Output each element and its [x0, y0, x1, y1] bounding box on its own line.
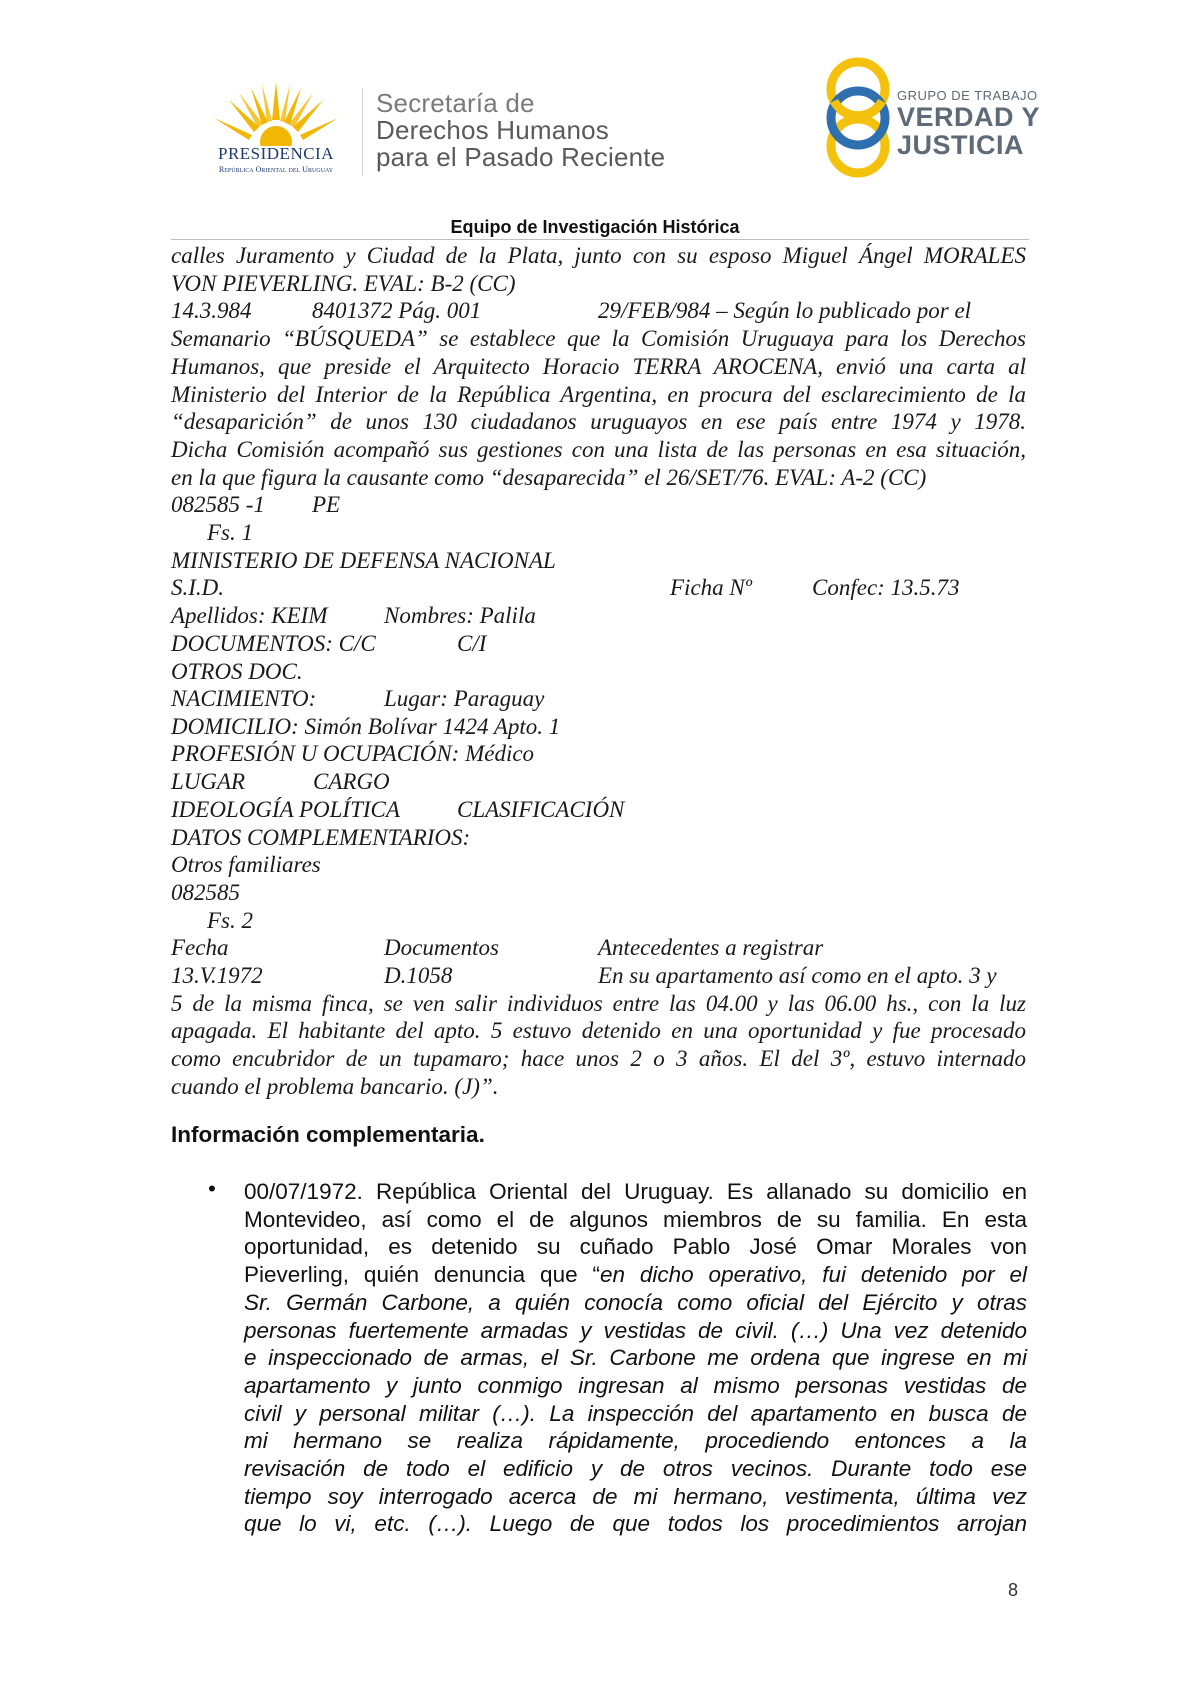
bullet-line — [244, 1261, 1027, 1289]
body-line: CLASIFICACIÓN — [457, 797, 625, 822]
bullet-line: e inspeccionado de armas, el Sr. Carbone me ordena que ingrese en mi — [244, 1345, 1027, 1371]
bullet-quote-text: en dicho operativo, fui detenido por el — [599, 1262, 1027, 1288]
body-line: Antecedentes a registrar — [598, 935, 824, 960]
body-line: Fs. 1 — [207, 520, 253, 545]
bullet-line: que lo vi, etc. (…). Luego de que todos los procedimientos arrojan — [244, 1511, 1027, 1537]
body-line: 5 de la misma finca, se ven salir individuos entre las 04.00 y las 06.00 hs., con la luz — [171, 991, 1026, 1016]
presidencia-title: PRESIDENCIA — [217, 144, 334, 163]
presidencia-subtitle: República Oriental del Uruguay — [218, 165, 334, 174]
body-line: Confec: 13.5.73 — [812, 575, 960, 600]
body-line: DOMICILIO: Simón Bolívar 1424 Apto. 1 — [171, 714, 561, 739]
body-line: Fecha — [171, 935, 229, 960]
body-line: Otros familiares — [171, 852, 321, 877]
bullet-line: revisación de todo el edificio y de otros vecinos. Durante todo ese — [244, 1456, 1027, 1482]
secretaria-logo-text — [376, 90, 665, 171]
body-line: Lugar: Paraguay — [384, 686, 545, 711]
verdad-justicia-logo-text — [897, 88, 1040, 159]
body-line: S.I.D. — [171, 575, 225, 600]
bullet-line: Sr. Germán Carbone, a quién conocía como oficial del Ejército y otras — [244, 1289, 1027, 1315]
body-line: 8401372 Pág. 001 — [312, 298, 482, 323]
body-line: NACIMIENTO: — [171, 686, 317, 711]
body-line: Humanos, que preside el Arquitecto Horacio TERRA AROCENA, envió una carta al — [171, 354, 1026, 379]
body-line: IDEOLOGÍA POLÍTICA — [171, 797, 400, 822]
body-line: En su apartamento así como en el apto. 3 y — [598, 963, 997, 988]
body-line: 082585 — [171, 880, 240, 905]
bullet-symbol: • — [208, 1176, 216, 1201]
body-line: C/I — [457, 631, 487, 656]
body-line: OTROS DOC. — [171, 659, 303, 684]
header-rule — [171, 239, 1029, 240]
bullet-line: mi hermano se realiza rápidamente, procediendo entonces a la — [244, 1428, 1027, 1454]
bullet-line: tiempo soy interrogado acerca de mi hermano, vestimenta, última vez — [244, 1483, 1027, 1509]
sun-icon — [196, 80, 356, 150]
body-line: Ficha Nº — [670, 575, 752, 600]
body-line: LUGAR — [171, 769, 246, 794]
body-line: 14.3.984 — [171, 298, 252, 323]
secretaria-line-1: Secretaría de — [376, 88, 535, 118]
gt-small-title: GRUPO DE TRABAJO — [897, 88, 1038, 103]
bullet-text: Pieverling, quién denuncia que “ — [244, 1262, 600, 1288]
body-line: en la que figura la causante como “desaparecida” el 26/SET/76. EVAL: A-2 (CC) — [171, 465, 927, 490]
bullet-line: personas fuertemente armadas y vestidas de civil. (…) Una vez detenido — [244, 1317, 1027, 1343]
bullet-line: civil y personal militar (…). La inspección del apartamento en busca de — [244, 1400, 1027, 1426]
secretaria-line-3: para el Pasado Reciente — [376, 142, 666, 172]
body-line: Ministerio del Interior de la República Argentina, en procura del esclarecimiento de la — [171, 382, 1026, 407]
body-line: apagada. El habitante del apto. 5 estuvo detenido en una oportunidad y fue procesado — [171, 1018, 1026, 1043]
page-number: 8 — [1008, 1580, 1019, 1600]
gt-line-2: JUSTICIA — [897, 130, 1025, 160]
body-line: calles Juramento y Ciudad de la Plata, junto con su esposo Miguel Ángel MORALES — [171, 243, 1026, 268]
header-equipo-title: Equipo de Investigación Histórica — [450, 217, 740, 237]
bullet-line: 00/07/1972. República Oriental del Uruguay. Es allanado su domicilio en — [244, 1179, 1027, 1204]
body-line: PE — [312, 492, 341, 517]
body-line: PROFESIÓN U OCUPACIÓN: Médico — [171, 741, 535, 766]
bullet-line: Montevideo, así como el de algunos miembros de su familia. En esta — [244, 1206, 1027, 1232]
body-line: 13.V.1972 — [171, 963, 263, 988]
body-line: 082585 -1 — [171, 492, 265, 517]
presidencia-logo — [196, 80, 356, 175]
logo-divider — [362, 88, 363, 176]
secretaria-line-2: Derechos Humanos — [376, 115, 609, 145]
body-line: DATOS COMPLEMENTARIOS: — [171, 825, 471, 850]
body-line: Documentos — [384, 935, 499, 960]
body-line: Apellidos: KEIM — [171, 603, 328, 628]
bullet-line: oportunidad, es detenido su cuñado Pablo José Omar Morales von — [244, 1234, 1027, 1260]
body-line: Fs. 2 — [207, 908, 253, 933]
section-title: Información complementaria. — [171, 1122, 485, 1147]
body-line: 29/FEB/984 – Según lo publicado por el — [598, 298, 972, 323]
body-line: VON PIEVERLING. EVAL: B-2 (CC) — [171, 271, 516, 296]
body-line: Semanario “BÚSQUEDA” se establece que la Comisión Uruguaya para los Derechos — [171, 326, 1026, 351]
bullet-paragraph — [244, 1178, 1027, 1538]
body-line: Dicha Comisión acompañó sus gestiones con una lista de las personas en esa situación, — [171, 437, 1026, 462]
body-line: D.1058 — [384, 963, 453, 988]
body-line: Nombres: Palila — [384, 603, 536, 628]
body-line: como encubridor de un tupamaro; hace unos 2 o 3 años. El del 3º, estuvo internado — [171, 1046, 1026, 1071]
bullet-line: apartamento y junto conmigo ingresan al mismo personas vestidas de — [244, 1372, 1027, 1398]
body-line: DOCUMENTOS: C/C — [171, 631, 376, 656]
body-line: MINISTERIO DE DEFENSA NACIONAL — [171, 548, 556, 573]
body-line: “desaparición” de unos 130 ciudadanos uruguayos en ese país entre 1974 y 1978. — [171, 409, 1026, 434]
gt-line-1: VERDAD Y — [897, 102, 1041, 132]
body-line: cuando el problema bancario. (J)”. — [171, 1074, 499, 1099]
body-line: CARGO — [313, 769, 390, 794]
verdad-justicia-rings-icon — [813, 56, 903, 181]
